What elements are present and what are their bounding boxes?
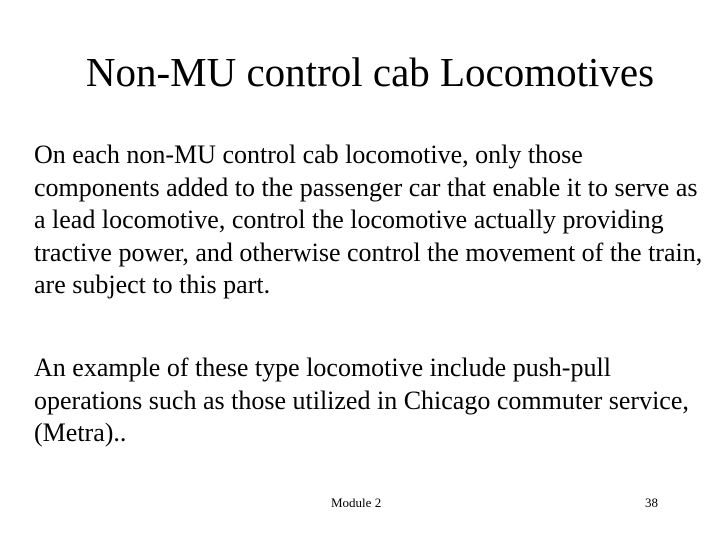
slide-paragraph-1: On each non-MU control cab locomotive, only those components added to the passenger car that enable it to serve as a lead locomotive, control the locomotive actually providing tractive power, and otherwise control the movement of the train, are subject to this part. bbox=[34, 140, 703, 299]
footer-module-label: Module 2 bbox=[331, 495, 382, 510]
slide-title: Non-MU control cab Locomotives bbox=[85, 49, 655, 95]
footer-page-number: 38 bbox=[645, 495, 658, 510]
slide-paragraph-2: An example of these type locomotive include push-pull operations such as those utilized in Chicago commuter service, (Metra).. bbox=[34, 353, 689, 447]
